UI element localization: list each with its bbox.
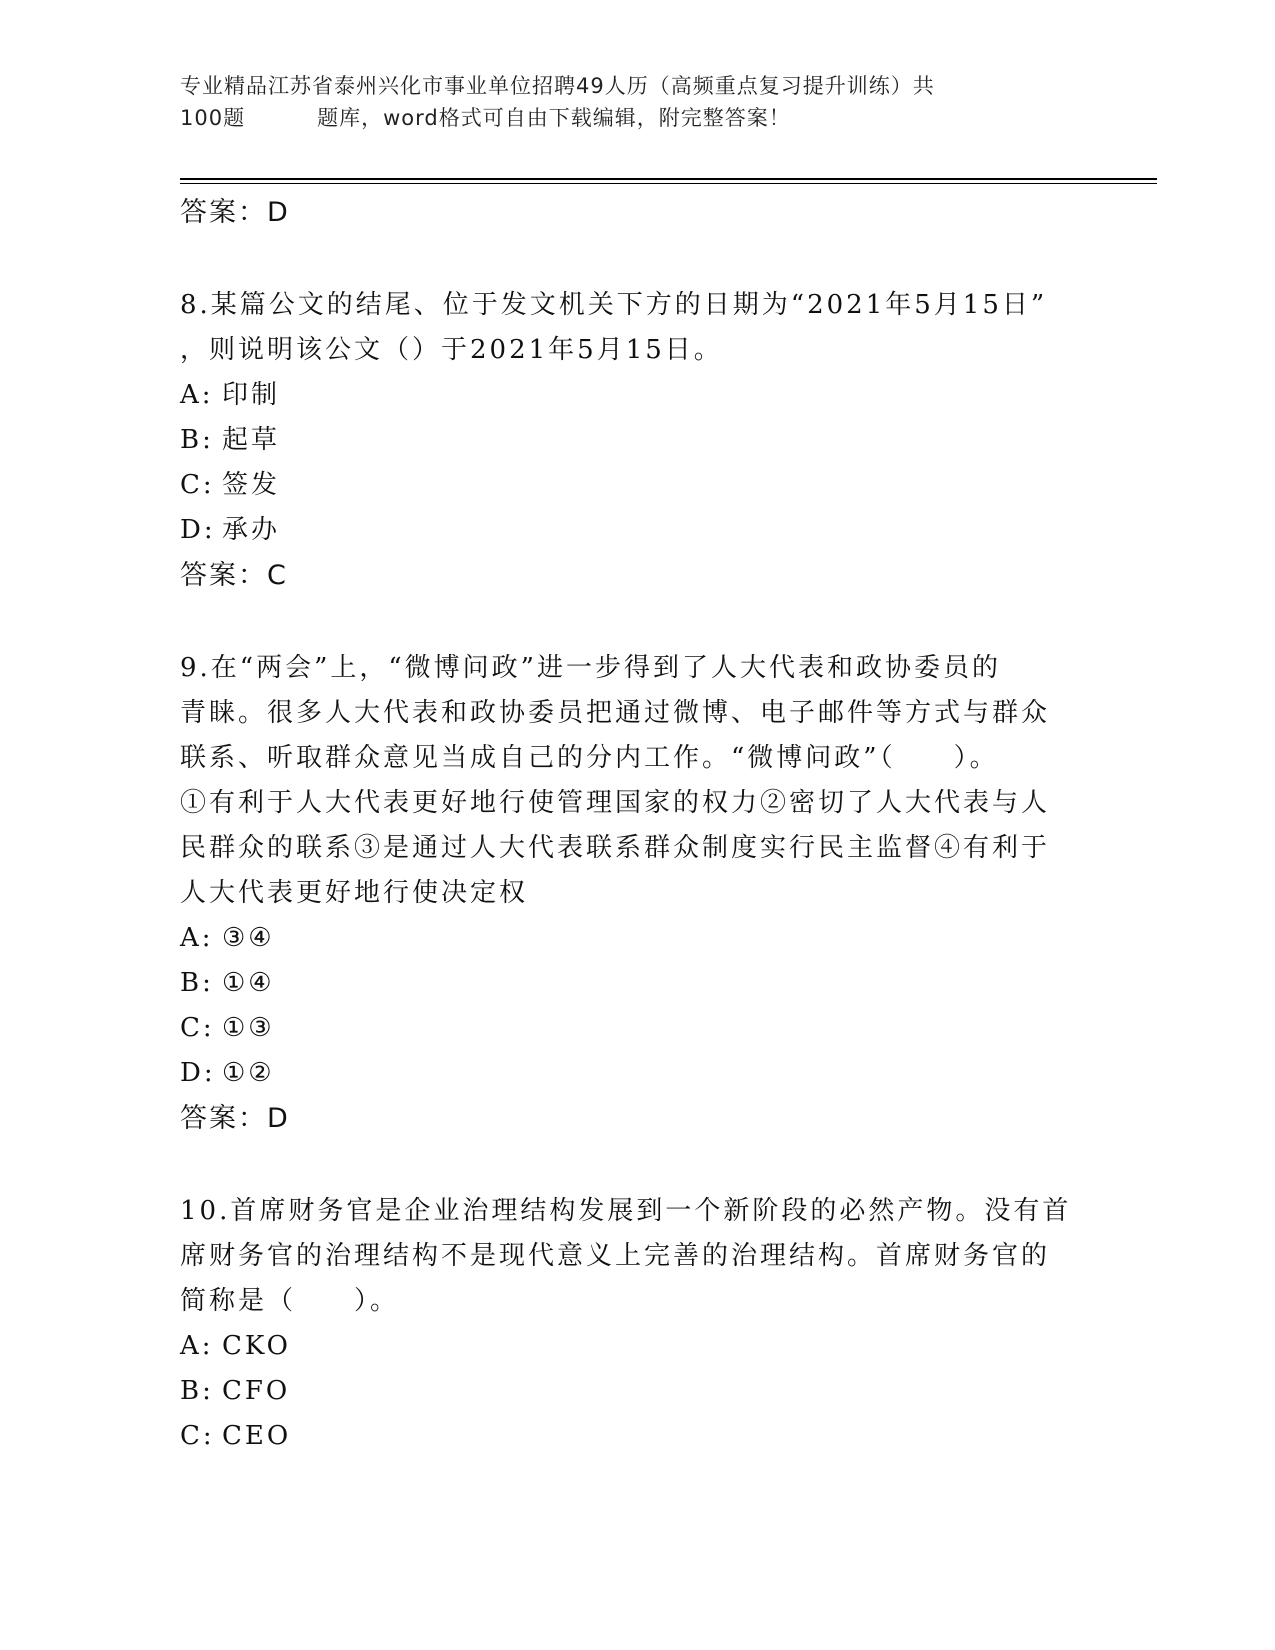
- option-text: 起草: [222, 425, 281, 455]
- option-text: 承办: [222, 515, 281, 545]
- option-letter: D:: [180, 515, 216, 545]
- document-body: [180, 190, 1080, 1459]
- header-line-2: [180, 102, 1040, 134]
- option-c: [180, 1414, 1080, 1459]
- option-a: [180, 373, 1080, 418]
- option-letter: B:: [180, 968, 214, 998]
- header-description: 题库，word格式可自由下载编辑，附完整答案！: [317, 106, 791, 130]
- option-letter: C:: [180, 470, 215, 500]
- stem-line: 9.在“两会”上，“微博问政”进一步得到了人大代表和政协委员的: [180, 653, 1001, 683]
- header-divider-thick: [180, 178, 1157, 180]
- stem-line: 联系、听取群众意见当成自己的分内工作。“微博问政”（ ）。: [180, 743, 999, 773]
- option-text: CKO: [222, 1331, 291, 1361]
- option-letter: A:: [180, 380, 214, 410]
- option-text: 印制: [222, 380, 281, 410]
- question-8: [180, 283, 1080, 598]
- option-a: [180, 916, 1080, 961]
- header-line-1: 专业精品江苏省泰州兴化市事业单位招聘49人历（高频重点复习提升训练）共: [180, 74, 935, 98]
- option-a: [180, 1324, 1080, 1369]
- option-c: [180, 463, 1080, 508]
- option-letter: A:: [180, 923, 214, 953]
- stem-line: 青睐。很多人大代表和政协委员把通过微博、电子邮件等方式与群众: [180, 698, 1051, 728]
- page-header: [180, 70, 1040, 134]
- option-letter: A:: [180, 1331, 214, 1361]
- option-text: ③④: [222, 923, 275, 953]
- option-b: [180, 418, 1080, 463]
- option-text: ①④: [222, 968, 275, 998]
- stem-line: 8.某篇公文的结尾、位于发文机关下方的日期为“2021年5月15日”: [180, 290, 1048, 320]
- stem-line: 人大代表更好地行使决定权: [180, 878, 529, 908]
- stem-line: ①有利于人大代表更好地行使管理国家的权力②密切了人大代表与人: [180, 788, 1051, 818]
- option-text: ①②: [222, 1058, 275, 1088]
- option-letter: B:: [180, 425, 214, 455]
- header-count: 100题: [180, 106, 246, 130]
- stem-line: 民群众的联系③是通过人大代表联系群众制度实行民主监督④有利于: [180, 833, 1051, 863]
- question-stem: [180, 1189, 1080, 1324]
- option-d: [180, 1051, 1080, 1096]
- option-text: ①③: [222, 1013, 275, 1043]
- stem-line: 10.首席财务官是企业治理结构发展到一个新阶段的必然产物。没有首: [180, 1196, 1072, 1226]
- stem-line: 席财务官的治理结构不是现代意义上完善的治理结构。首席财务官的: [180, 1241, 1051, 1271]
- option-text: CEO: [222, 1421, 292, 1451]
- answer-line: 答案：C: [180, 560, 288, 591]
- option-text: CFO: [222, 1376, 291, 1406]
- question-stem: [180, 283, 1080, 373]
- option-letter: C:: [180, 1421, 215, 1451]
- option-letter: C:: [180, 1013, 215, 1043]
- option-d: [180, 508, 1080, 553]
- option-b: [180, 961, 1080, 1006]
- answer-line: 答案：D: [180, 197, 290, 228]
- answer-line: 答案：D: [180, 1103, 290, 1134]
- question-10: [180, 1189, 1080, 1459]
- question-9: [180, 646, 1080, 1141]
- header-divider-thin: [180, 183, 1157, 184]
- option-c: [180, 1006, 1080, 1051]
- stem-line: 简称是（ ）。: [180, 1286, 400, 1316]
- option-b: [180, 1369, 1080, 1414]
- question-stem: [180, 646, 1080, 916]
- option-letter: D:: [180, 1058, 216, 1088]
- option-text: 签发: [222, 470, 281, 500]
- stem-line: ，则说明该公文（）于2021年5月15日。: [180, 335, 723, 365]
- option-letter: B:: [180, 1376, 214, 1406]
